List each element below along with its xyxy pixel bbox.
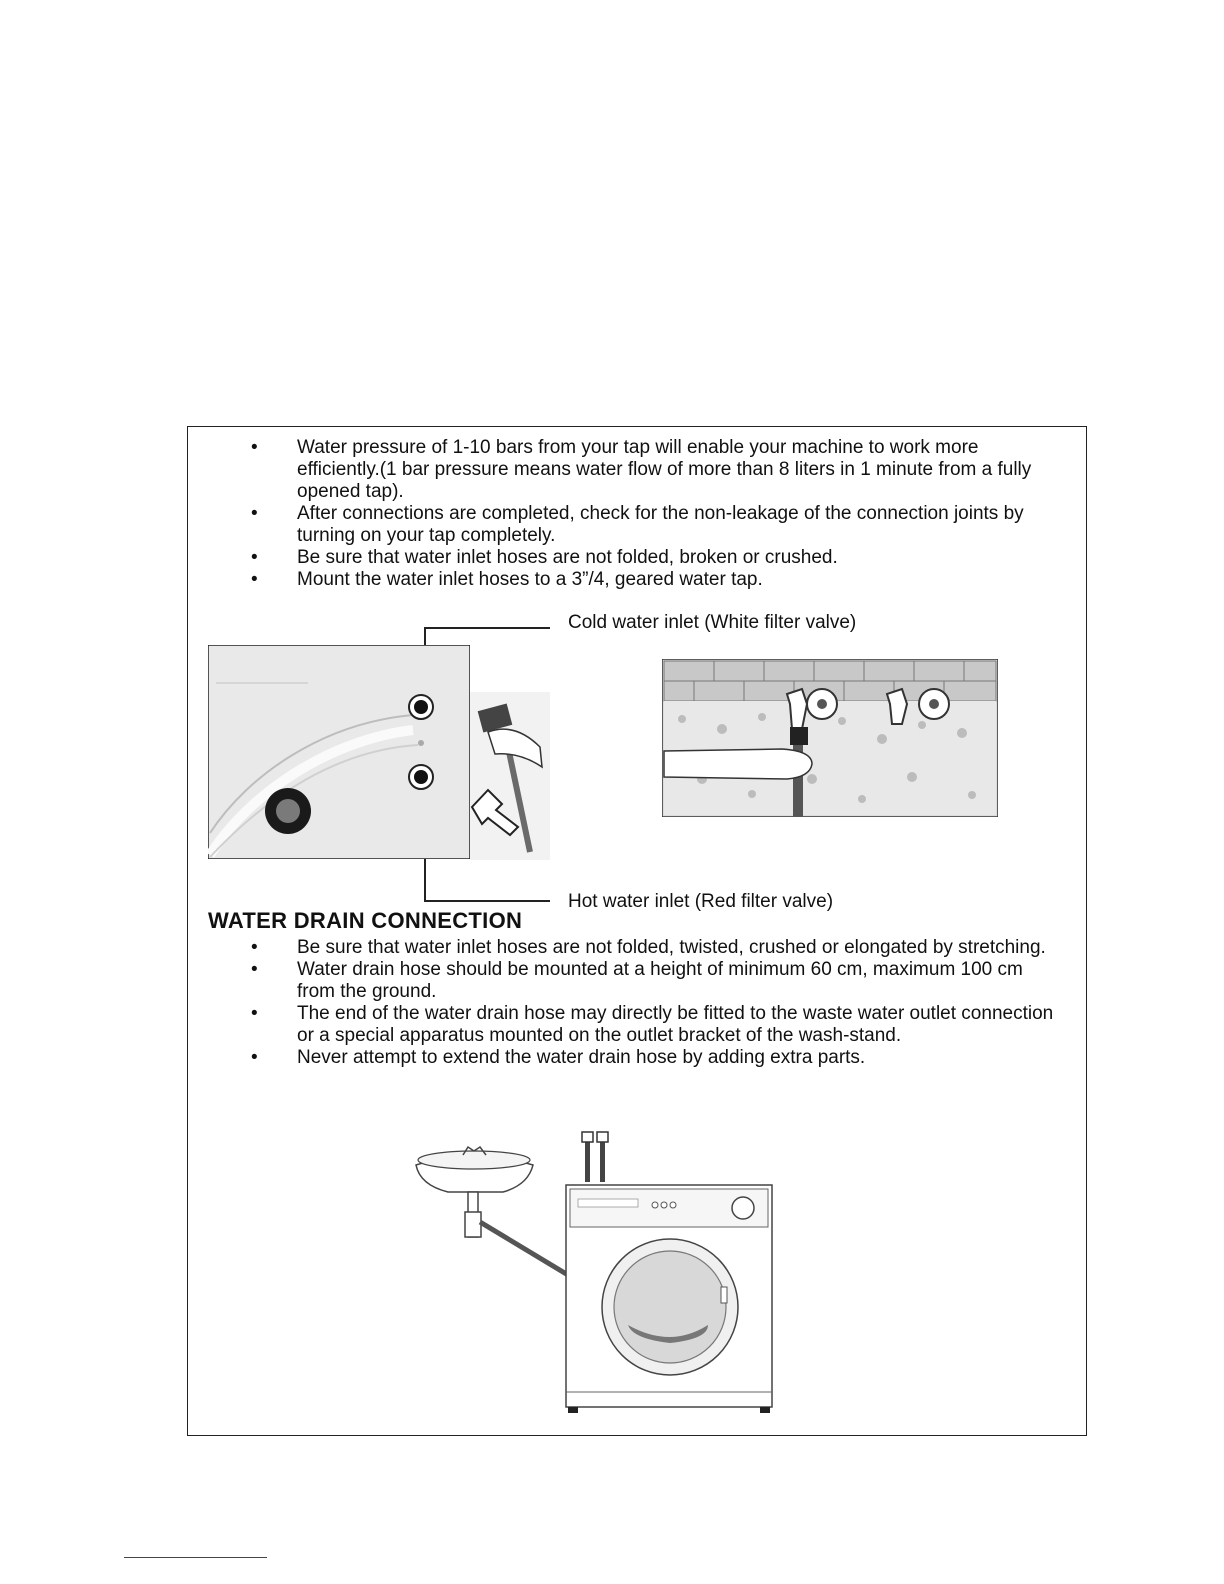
inlet-bullet-1: • Water pressure of 1-10 bars from your tap will enable your machine to work more efficiently.(1 bar pressure means water flow of more than 8 liters in 1 minute from a fully opened tap). bbox=[251, 437, 1032, 502]
cold-callout-line-h bbox=[424, 627, 550, 629]
machine-back-illustration bbox=[208, 645, 470, 859]
drain-bullet-2: • Water drain hose should be mounted at a height of minimum 60 cm, maximum 100 cm from the ground. bbox=[251, 959, 1023, 1002]
hot-inlet-label: Hot water inlet (Red filter valve) bbox=[568, 891, 834, 912]
drain-bullet-list bbox=[188, 937, 1086, 1069]
drain-bullet-3: • The end of the water drain hose may directly be fitted to the waste water outlet connection or a special apparatus mounted on the outlet bracket of the wash-stand. bbox=[251, 1003, 1054, 1046]
hand-hose-illustration bbox=[470, 692, 550, 860]
drain-bullet-4: • Never attempt to extend the water drain hose by adding extra parts. bbox=[251, 1047, 866, 1068]
tap-scene-illustration bbox=[662, 659, 998, 817]
inlet-bullet-2: • After connections are completed, check for the non-leakage of the connection joints by turning on your tap completely. bbox=[251, 503, 1024, 546]
drain-scene-illustration bbox=[408, 1127, 788, 1417]
instruction-panel bbox=[187, 426, 1087, 1436]
cold-inlet-label: Cold water inlet (White filter valve) bbox=[568, 612, 857, 633]
drain-bullet-1: • Be sure that water inlet hoses are not folded, twisted, crushed or elongated by stretching. bbox=[251, 937, 1046, 958]
drain-section-title: WATER DRAIN CONNECTION bbox=[208, 908, 523, 933]
inlet-bullet-list bbox=[188, 437, 1086, 591]
inlet-bullet-4: • Mount the water inlet hoses to a 3”/4, geared water tap. bbox=[251, 569, 763, 590]
inlet-bullet-3: • Be sure that water inlet hoses are not folded, broken or crushed. bbox=[251, 547, 838, 568]
footnote-rule bbox=[124, 1557, 267, 1558]
hot-callout-line-h bbox=[424, 900, 550, 902]
